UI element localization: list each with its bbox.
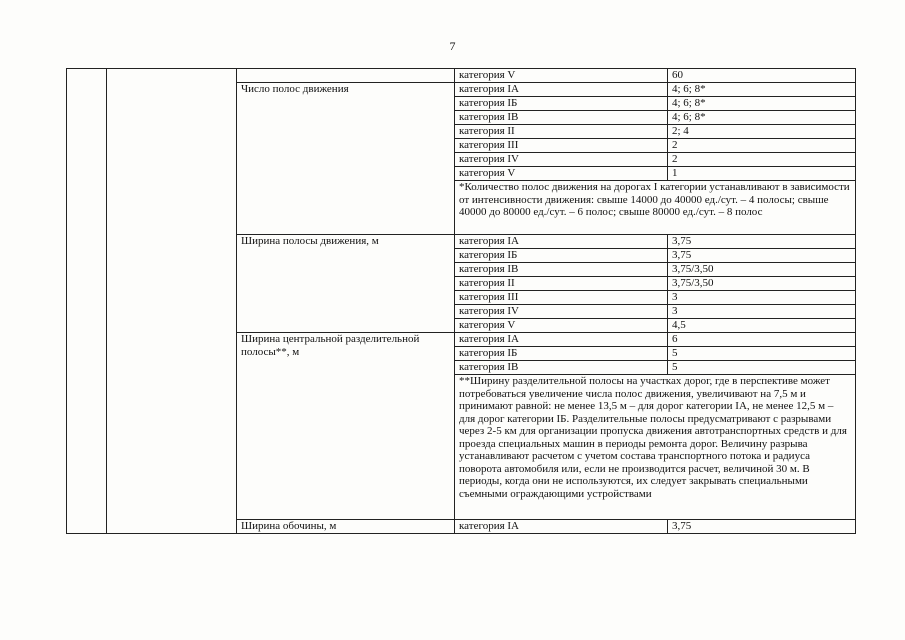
value-cell: 3 [668,305,856,319]
category-cell: категория IB [455,361,668,375]
number-column [67,69,107,534]
value-cell: 3,75 [668,235,856,249]
category-cell: категория IБ [455,97,668,111]
value-cell: 3,75/3,50 [668,277,856,291]
section-label-median-width: Ширина центральной разделительной полосы**, м [237,333,455,520]
value-cell: 3,75 [668,249,856,263]
category-cell: категория IБ [455,347,668,361]
value-cell: 4,5 [668,319,856,333]
page-number: 7 [449,39,456,53]
category-cell: категория III [455,139,668,153]
category-cell: категория V [455,69,668,83]
value-cell: 2 [668,153,856,167]
table-row [67,69,856,83]
category-cell: категория IA [455,83,668,97]
section-label-lane-width: Ширина полосы движения, м [237,235,455,333]
category-cell: категория II [455,125,668,139]
value-cell: 3 [668,291,856,305]
value-cell: 3,75/3,50 [668,263,856,277]
section-label-shoulder-width: Ширина обочины, м [237,520,455,534]
value-cell: 3,75 [668,520,856,534]
category-cell: категория IБ [455,249,668,263]
category-cell: категория IA [455,235,668,249]
value-cell: 2; 4 [668,125,856,139]
category-cell: категория III [455,291,668,305]
category-cell: категория IB [455,111,668,125]
value-cell: 4; 6; 8* [668,111,856,125]
section-label-empty [237,69,455,83]
category-cell: категория IA [455,333,668,347]
value-cell: 60 [668,69,856,83]
category-cell: категория IA [455,520,668,534]
value-cell: 5 [668,347,856,361]
value-cell: 4; 6; 8* [668,97,856,111]
category-cell: категория II [455,277,668,291]
category-cell: категория V [455,167,668,181]
value-cell: 4; 6; 8* [668,83,856,97]
value-cell: 5 [668,361,856,375]
value-cell: 2 [668,139,856,153]
section-label-lanes: Число полос движения [237,83,455,235]
category-cell: категория V [455,319,668,333]
footnote-lanes: *Количество полос движения на дорогах I категории устанавливают в зависимости от интенсивности движения: свыше 14000 до 40000 ед./сут. – 4 полосы; свыше 40000 до 80000 ед./сут. – 6 полос; свыше 80000 ед./сут. – 8 полос [455,181,856,235]
category-cell: категория IV [455,153,668,167]
category-cell: категория IB [455,263,668,277]
value-cell: 6 [668,333,856,347]
category-cell: категория IV [455,305,668,319]
parameter-group-column [107,69,237,534]
road-parameters-table [66,68,856,534]
value-cell: 1 [668,167,856,181]
footnote-median: **Ширину разделительной полосы на участках дорог, где в перспективе может потребоваться увеличение числа полос движения, увеличивают на 7,5 м и принимают равной: не менее 13,5 м – для дорог категории IA, не менее 12,5 м – для дорог категории IБ. Разделительные полосы предусматривают с разрывами через 2-5 км для организации пропуска движения автотранспортных средств и для проезда специальных машин в периоды ремонта дорог. Величину разрыва устанавливают расчетом с учетом состава транспортного потока и радиуса поворота автомобиля или, если не производится расчет, величиной 30 м. В периоды, когда они не используются, их следует закрывать специальными съемными ограждающими устройствами [455,375,856,520]
